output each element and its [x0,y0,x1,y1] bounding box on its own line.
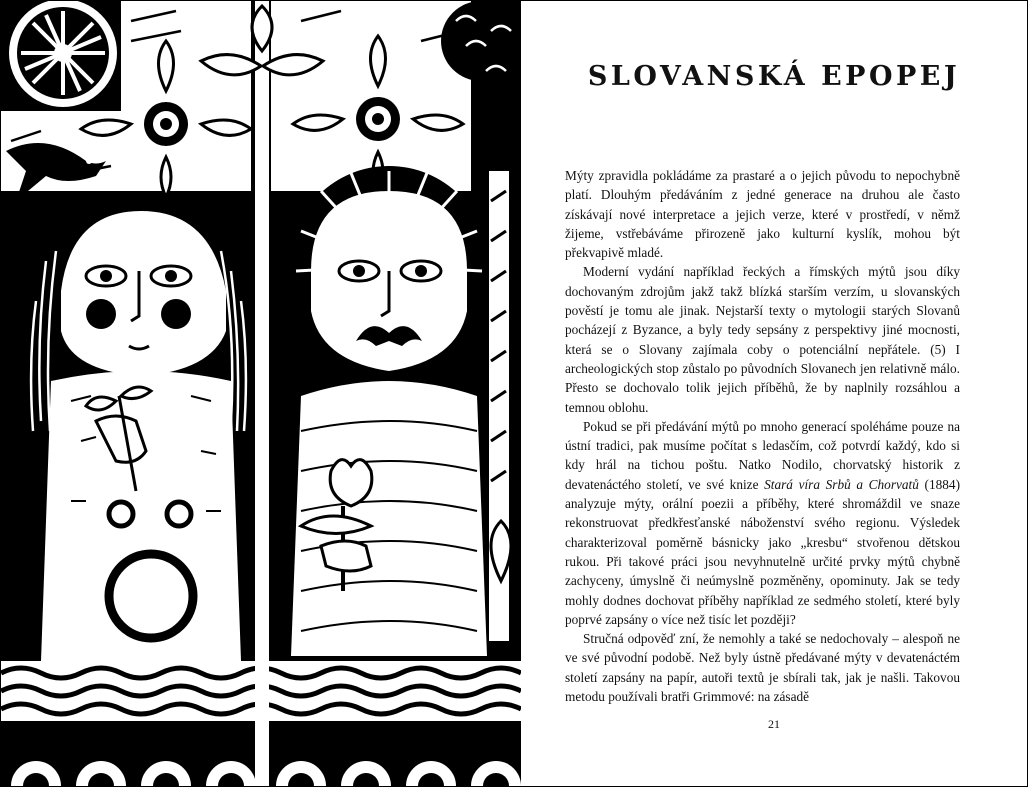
paragraph [565,262,960,416]
text-page [521,1,1027,786]
page-number: 21 [768,717,780,731]
text-segment: Stručná odpověď zní, že nemohly a také se nedochovaly – alespoň ne ve své původní podobě. Než byly ústně předávané mýty v devatenáctém století zapsány na papír, autoři textů je sbírali tak, jak je našli. Takovou metodu používali bratři Grimmové: na zásadě [565,631,960,705]
text-segment: Moderní vydání například řeckých a římských mýtů jsou díky dochovaným zdrojům jakž takž blízká starším verzím, u slovanských pověstí je tomu ale jinak. Nejstarší texty o mytologii starých Slovanů pocházejí z Byzance, a byly tedy sepsány z perspektivy jiné mocnosti, která se o Slovany zajímala coby o potenciální nepřátele. (5) I archeologických stop zůstalo po původních Slovanech jen relativně málo. Přesto se dochovalo tolik jejich příběhů, že by naplnily rozsáhlou a temnou oblohu. [565,264,960,415]
sun-icon [9,1,117,107]
body-text [565,166,960,706]
book-title-italic: Stará víra Srbů a Chorvatů [764,476,919,492]
text-segment: Mýty zpravidla pokládáme za prastaré a o jejich původu to nepochybně platí. Dlouhým předáváním z jedné generace na druhou ale často získávají nové interpretace a jejich verze, které v prostředí, v němž žijeme, vstřebáváme přirozeně jako kulturní kyslík, mohou být překvapivě mladé. [565,168,960,261]
text-segment: Pokud se při předávání mýtů po mnoho generací spoléháme pouze na ústní tradici, pak musíme počítat s ledasčím, což potvrdí každý, kdo si kdy hrál na tichou poštu. Natko Nodilo, chorvatský historik z devatenáctého století, ve své knize [565,418,960,492]
woman-figure-icon [11,196,246,661]
folk-woodcut-illustration-icon [1,1,521,786]
man-figure-icon [289,166,489,656]
text-segment: (1884) analyzuje mýty, orální poezii a příběhy, které shromáždil ve snaze rekonstruovat předkřesťanské náboženství svého regionu. Výsledek charakterizoval poměrně básnicky jako „kresbu“ stvořenou dětskou rukou. Při takové práci jsou nevyhnutelně určité prvky mýtů chybně zachyceny, úmyslně či neúmyslně pozměněny, opominuty. Jak se tedy mohly dodnes dochovat příběhy například ze sedmého století, které byly poprvé zapsány o více než tisíc let později? [565,476,960,627]
plant-icon [489,171,511,641]
woodcut-illustration [1,1,521,786]
paragraph [565,629,960,706]
paragraph [565,417,960,629]
paragraph [565,166,960,262]
chapter-title: SLOVANSKÁ EPOPEJ [587,61,961,92]
